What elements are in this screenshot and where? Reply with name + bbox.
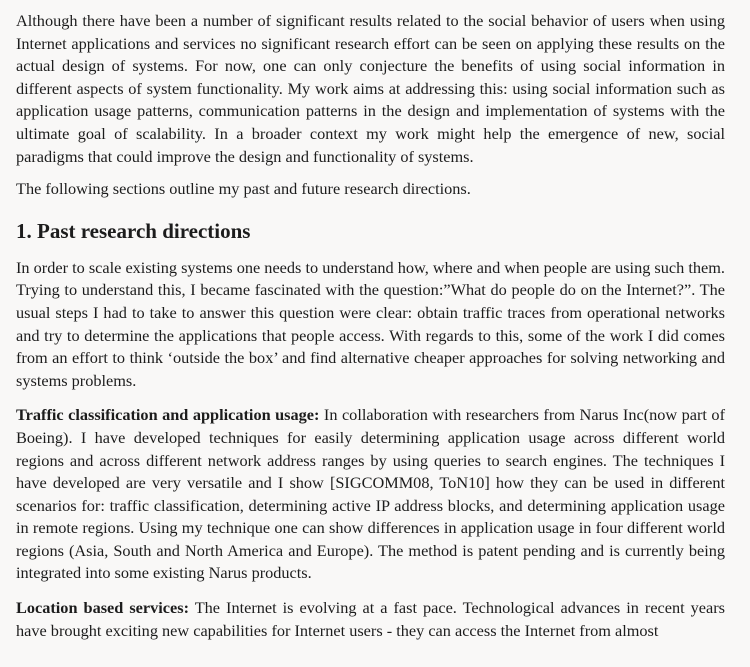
outline-paragraph: The following sections outline my past and future research directions. [16,179,471,199]
location-services-paragraph [16,597,725,642]
location-services-lead: Location based services: [16,598,189,618]
section-intro-paragraph: In order to scale existing systems one needs to understand how, where and when people are using such them. Trying to understand this, I became fascinated with the question:”What do people do on the Internet?”. The usual steps I had to take to answer this question were clear: obtain traffic traces from operational networks and try to determine the applications that people access. With regards to this, some of the work I did comes from an effort to think ‘outside the box’ and find alternative cheaper approaches for solving networking and systems problems. [16,257,725,390]
location-services-body: The Internet is evolving at a fast pace. Technological advances in recent years have brought exciting new capabilities for Internet users - they can access the Internet from almost [16,598,726,640]
traffic-classification-lead: Traffic classification and application usage: [16,405,320,425]
intro-paragraph: Although there have been a number of significant results related to the social behavior of users when using Internet applications and services no significant research effort can be seen on applying these results on the actual design of systems. For now, one can only conjecture the benefits of using social information in different aspects of system functionality. My work aims at addressing this: using social information such as application usage patterns, communication patterns in the design and implementation of systems with the ultimate goal of scalability. In a broader context my work might help the emergence of new, social paradigms that could improve the design and functionality of systems. [16,11,725,166]
traffic-classification-body: In collaboration with researchers from Narus Inc(now part of Boeing). I have developed techniques for easily determining application usage across different world regions and across different network address ranges by using queries to search engines. The techniques I have developed are very versatile and I show [SIGCOMM08, ToN10] how they can be used in different scenarios for: traffic classification, determining active IP address blocks, and determining application usage in remote regions. Using my technique one can show differences in application usage in four different world regions (Asia, South and North America and Europe). The method is patent pending and is currently being integrated into some existing Narus products. [16,405,725,583]
document-page [16,10,725,642]
section-heading: 1. Past research directions [16,218,251,243]
traffic-classification-paragraph [16,404,725,585]
